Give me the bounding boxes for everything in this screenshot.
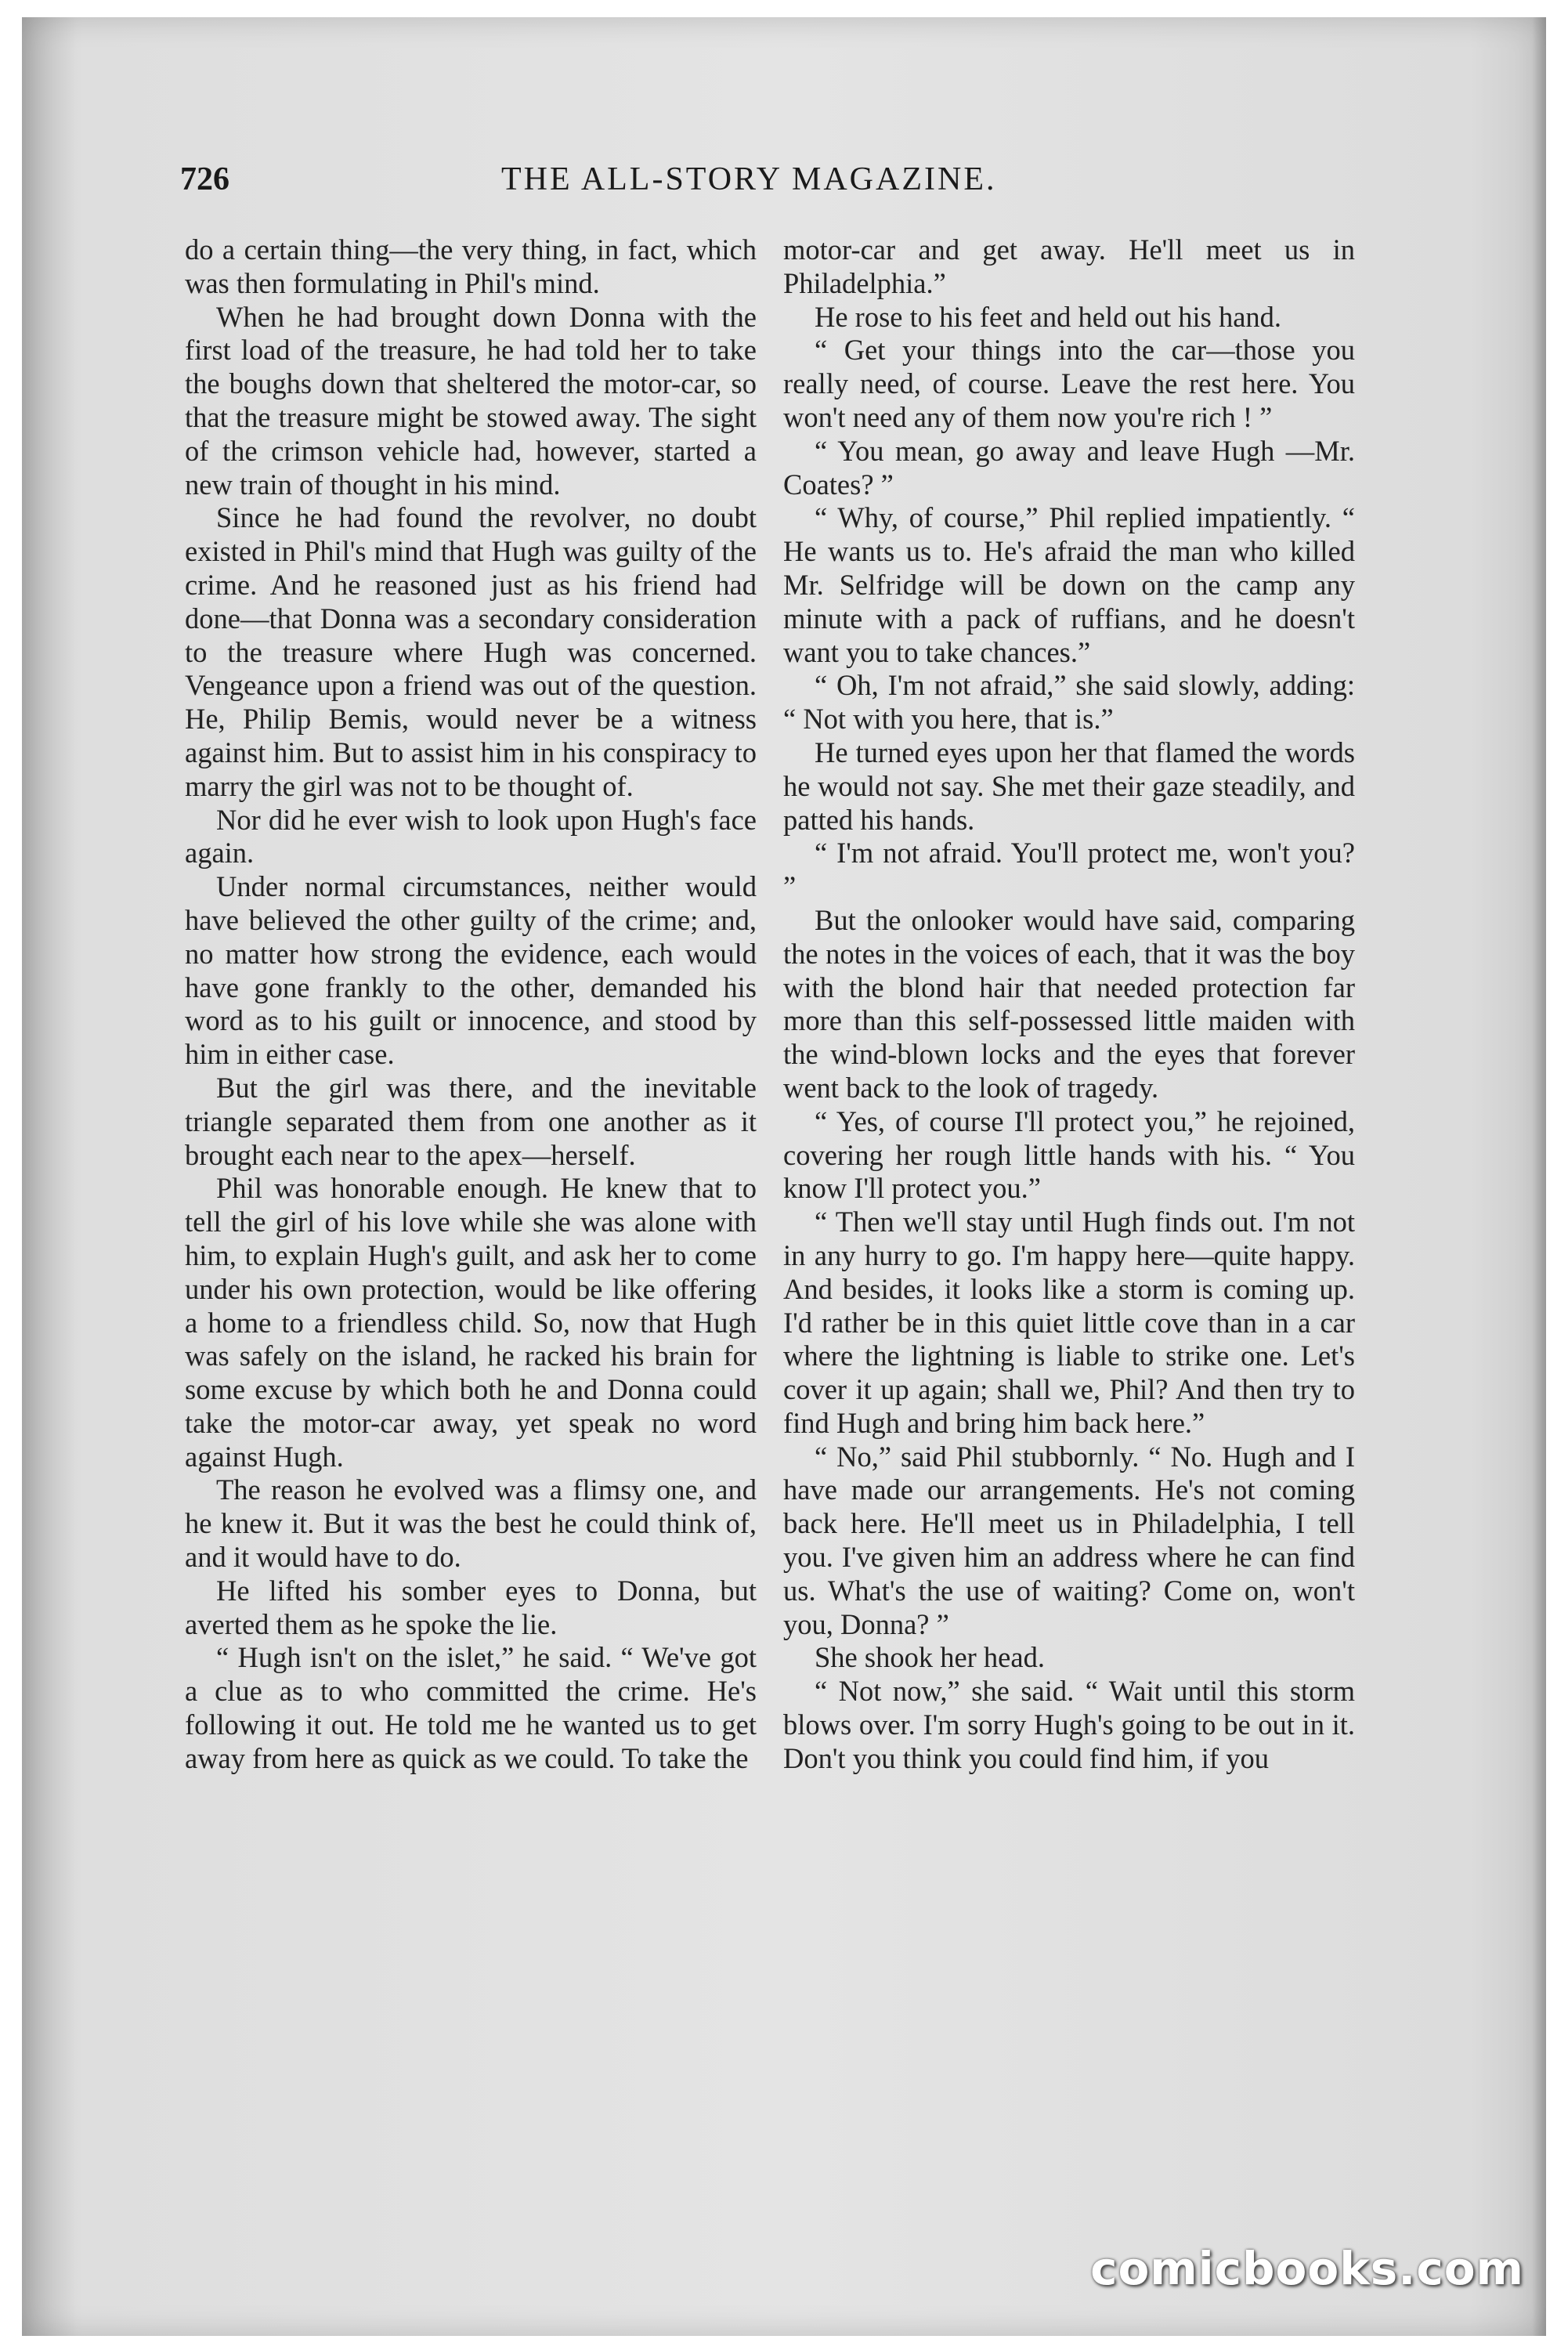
paragraph: But the onlooker would have said, comparing the notes in the voices of each, that it was the boy with the blond hair that needed protection far more than this self-possessed little maiden with the wind-blown locks and the eyes that forever went back to the look of tragedy. — [783, 903, 1355, 1104]
paragraph: Since he had found the revolver, no doubt existed in Phil's mind that Hugh was guilty of the crime. And he reasoned just as his friend had done—that Donna was a secondary consideration to the treasure where Hugh was concerned. Vengeance upon a friend was out of the question. He, Philip Bemis, would never be a witness against him. But to assist him in his conspiracy to marry the girl was not to be thought of. — [185, 501, 757, 802]
paragraph: Phil was honorable enough. He knew that to tell the girl of his love while she was alone with him, to explain Hugh's guilt, and ask her to come under his own protection, would be like offering a home to a friendless child. So, now that Hugh was safely on the island, he racked his brain for some excuse by which both he and Donna could take the motor-car away, yet speak no word against Hugh. — [185, 1172, 757, 1473]
paragraph: “ I'm not afraid. You'll protect me, won't you? ” — [783, 837, 1355, 903]
page-edge — [1532, 17, 1546, 2336]
watermark: comicbooks.com — [1090, 2242, 1524, 2295]
left-column — [185, 233, 757, 1776]
paragraph: “ Yes, of course I'll protect you,” he rejoined, covering her rough little hands with his. “ You know I'll protect you.” — [783, 1104, 1355, 1205]
paragraph: “ Not now,” she said. “ Wait until this storm blows over. I'm sorry Hugh's going to be out in it. Don't you think you could find him, if you — [783, 1675, 1355, 1774]
paragraph: Under normal circumstances, neither would have believed the other guilty of the crime; and, no matter how strong the evidence, each would have gone frankly to the other, demanded his word as to his guilt or innocence, and stood by him in either case. — [185, 870, 757, 1071]
right-column — [783, 233, 1355, 1776]
paragraph: “ Then we'll stay until Hugh finds out. I'm not in any hurry to go. I'm happy here—quite happy. And besides, it looks like a storm is coming up. I'd rather be in this quiet little cove than in a car where the lightning is liable to strike one. Let's cover it up again; shall we, Phil? And then try to find Hugh and bring him back here.” — [783, 1206, 1355, 1439]
paragraph: The reason he evolved was a flimsy one, and he knew it. But it was the best he could think of, and it would have to do. — [185, 1473, 757, 1574]
running-head: THE ALL-STORY MAGAZINE. — [501, 161, 997, 197]
paragraph: motor-car and get away. He'll meet us in Philadelphia.” — [783, 233, 1355, 299]
page-number: 726 — [180, 161, 229, 197]
page-header — [180, 161, 1355, 208]
paragraph: She shook her head. — [815, 1641, 1045, 1674]
paragraph: He rose to his feet and held out his hand. — [815, 300, 1282, 333]
binding-shadow — [22, 17, 77, 2336]
paragraph: When he had brought down Donna with the first load of the treasure, he had told her to take the boughs down that sheltered the motor-car, so that the treasure might be stowed away. The sight of the crimson vehicle had, however, started a new train of thought in his mind. — [185, 300, 757, 501]
paragraph: “ No,” said Phil stubbornly. “ No. Hugh and I have made our arrangements. He's not coming back here. He'll meet us in Philadelphia, I tell you. I've given him an address where he can find us. What's the use of waiting? Come on, won't you, Donna? ” — [783, 1440, 1355, 1640]
paragraph: He lifted his somber eyes to Donna, but averted them as he spoke the lie. — [185, 1574, 757, 1640]
paragraph: “ Why, of course,” Phil replied impatiently. “ He wants us to. He's afraid the man who killed Mr. Selfridge will be down on the camp any minute with a pack of ruffians, and he doesn't want you to take chances.” — [783, 501, 1355, 668]
paragraph: “ Get your things into the car—those you really need, of course. Leave the rest here. You won't need any of them now you're rich ! ” — [783, 334, 1355, 433]
paragraph: He turned eyes upon her that flamed the words he would not say. She met their gaze steadily, and patted his hands. — [783, 736, 1355, 836]
paragraph: Nor did he ever wish to look upon Hugh's face again. — [185, 803, 757, 870]
paragraph: “ Hugh isn't on the islet,” he said. “ We've got a clue as to who committed the crime. He's following it out. He told me he wanted us to get away from here as quick as we could. To take the — [185, 1641, 757, 1774]
paragraph: do a certain thing—the very thing, in fact, which was then formulating in Phil's mind. — [185, 233, 757, 299]
paragraph: “ You mean, go away and leave Hugh —Mr. Coates? ” — [783, 434, 1355, 501]
paragraph: “ Oh, I'm not afraid,” she said slowly, adding: “ Not with you here, that is.” — [783, 669, 1355, 736]
paragraph: But the girl was there, and the inevitable triangle separated them from one another as it brought each near to the apex—herself. — [185, 1071, 757, 1171]
